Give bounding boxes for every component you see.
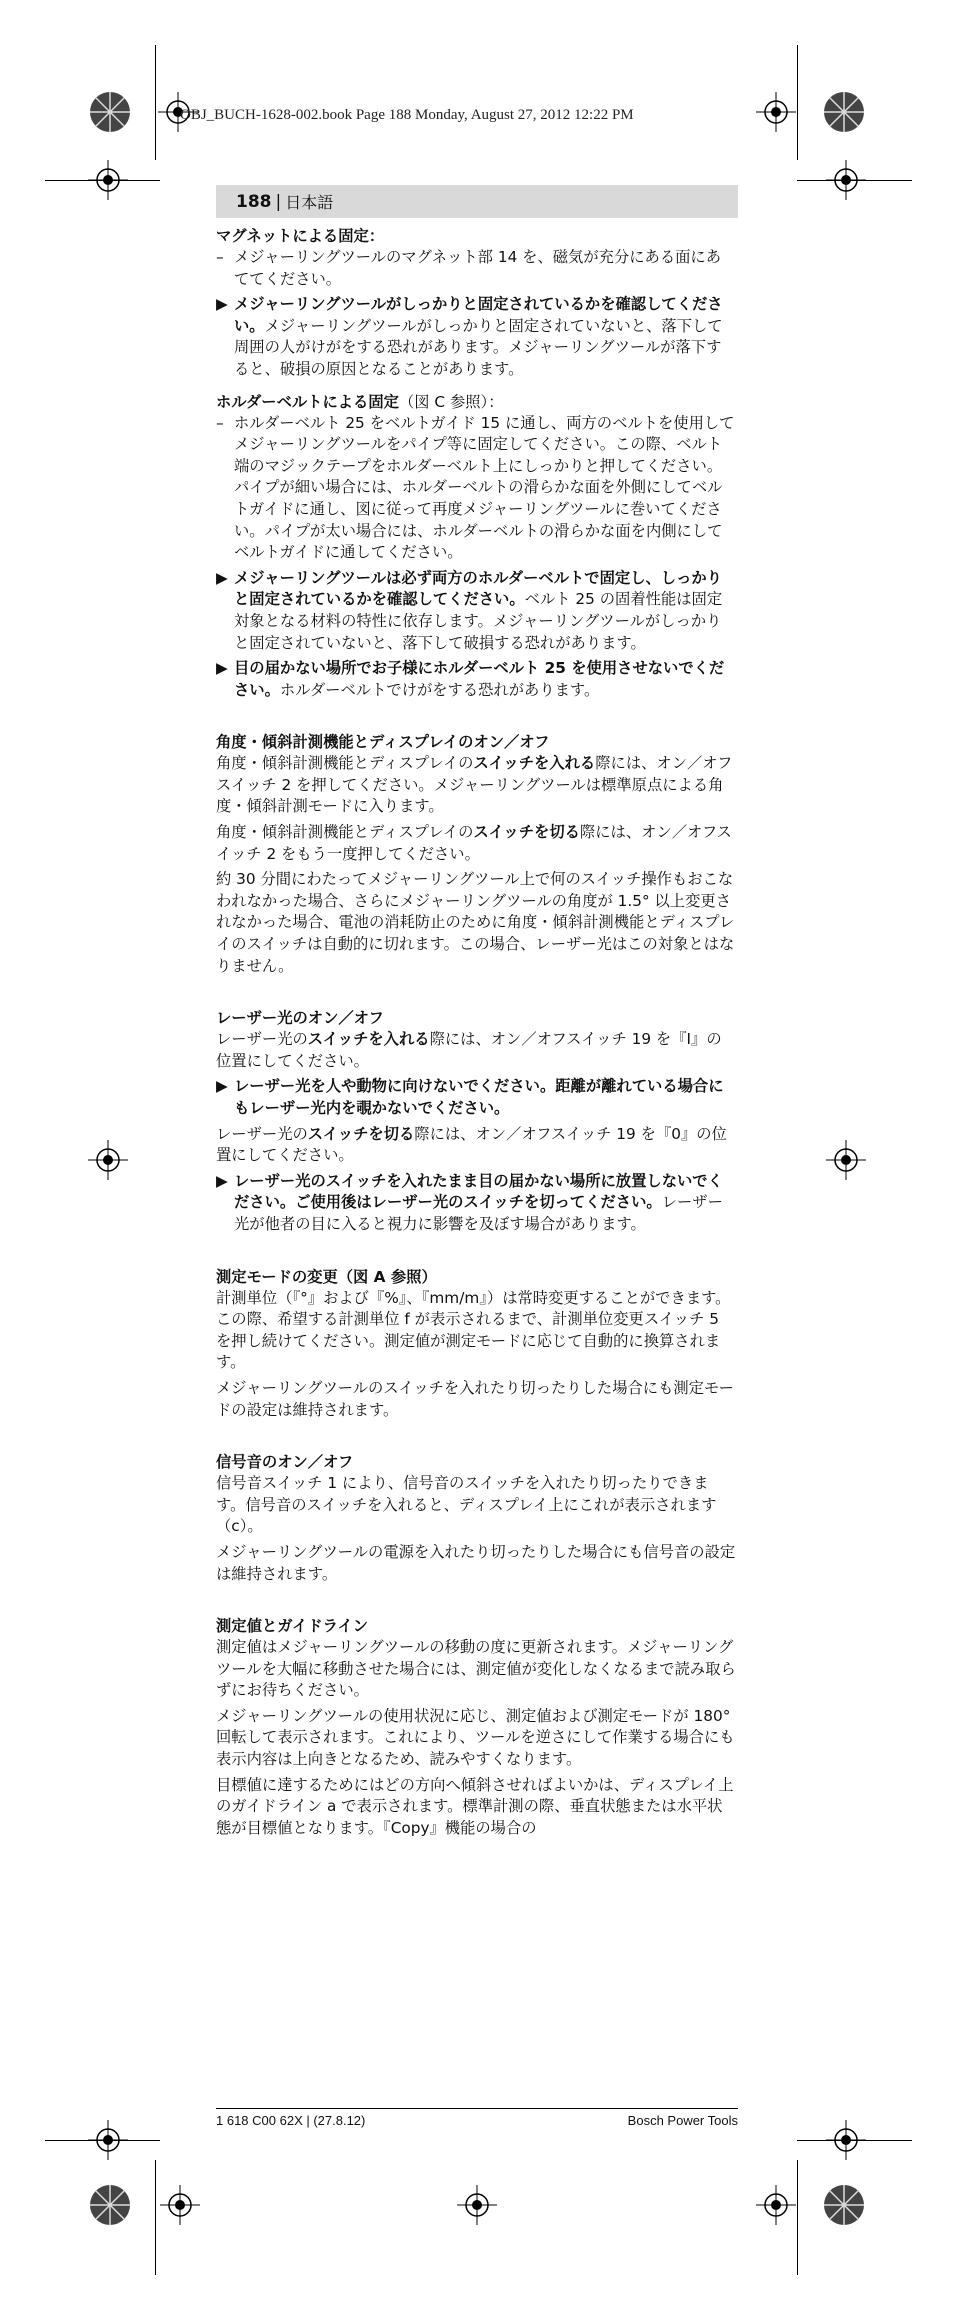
warning-triangle-icon: ▶ [216, 659, 228, 678]
section-title: ホルダーベルトによる固定（図 C 参照）： [216, 392, 504, 411]
paragraph: 角度・傾斜計測機能とディスプレイのスイッチを切る際には、オン／オフスイッチ 2 をもう一度押してください。 [216, 823, 732, 863]
warning-triangle-icon: ▶ [216, 1171, 228, 1190]
section-measuring-mode [216, 1266, 736, 1422]
paragraph: 信号音スイッチ 1 により、信号音のスイッチを入れたり切ったりできます。信号音のスイッチを入れると、ディスプレイ上にこれが表示されます（c）。 [216, 1474, 717, 1536]
section-title: マグネットによる固定： [216, 227, 385, 245]
section-laser-onoff [216, 1007, 736, 1235]
crop-line [155, 45, 156, 160]
warning-item: ▶ メジャーリングツールは必ず両方のホルダーベルトで固定し、しっかりと固定されているかを確認してください。ベルト 25 の固着性能は固定対象となる材料の特性に依存します。メジャーリングツールがしっかりと固定されていないと、落下して破損する恐れがあります。 [216, 568, 736, 654]
section-holder-belt [216, 391, 736, 702]
section-title: 測定モードの変更（図 A 参照） [216, 1267, 437, 1286]
registration-mark-icon [88, 90, 132, 134]
warning-triangle-icon: ▶ [216, 1077, 228, 1096]
paragraph: レーザー光のスイッチを切る際には、オン／オフスイッチ 19 を『0』の位置にしてください。 [216, 1124, 727, 1165]
paragraph: メジャーリングツールのスイッチを入れたり切ったりした場合にも測定モードの設定は維持されます。 [216, 1378, 734, 1419]
section-angle-display-onoff [216, 731, 736, 977]
crosshair-mark-icon [88, 160, 128, 200]
header-language: 日本語 [285, 193, 334, 212]
paragraph: 約 30 分間にわたってメジャーリングツール上で何のスイッチ操作もおこなわれなかった場合、さらにメジャーリングツールの角度が 1.5° 以上変更されなかった場合、電池の消耗防止のために角度・傾斜計測機能とディスプレイのスイッチは自動的に切れます。この場合、レーザー光はこの対象とはなりません。 [216, 870, 735, 975]
paragraph: 測定値はメジャーリングツールの移動の度に更新されます。メジャーリングツールを大幅に移動させた場合には、測定値が変化しなくなるまで読み取らずにお待ちください。 [216, 1638, 736, 1700]
crosshair-mark-icon [826, 1140, 866, 1180]
crosshair-mark-icon [756, 92, 796, 132]
paragraph: レーザー光のスイッチを入れる際には、オン／オフスイッチ 19 を『I』の位置にしてください。 [216, 1030, 722, 1070]
page-body [216, 225, 736, 1849]
crosshair-mark-icon [88, 2120, 128, 2160]
warning-item: ▶ レーザー光のスイッチを入れたまま目の届かない場所に放置しないでください。ご使用後はレーザー光のスイッチを切ってください。レーザー光が他者の目に入ると視力に影響を及ぼす場合があります。 [216, 1171, 736, 1236]
section-title: 角度・傾斜計測機能とディスプレイのオン／オフ [216, 733, 550, 752]
registration-mark-icon [822, 90, 866, 134]
paragraph: メジャーリングツールの使用状況に応じ、測定値および測定モードが 180° 回転して表示されます。これにより、ツールを逆さにして作業する場合にも表示内容は上向きとなるため、読みやすくなります。 [216, 1706, 735, 1769]
header-separator: | [275, 191, 282, 212]
paragraph: 角度・傾斜計測機能とディスプレイのスイッチを入れる際には、オン／オフスイッチ 2 を押してください。メジャーリングツールは標準原点による角度・傾斜計測モードに入ります。 [216, 754, 733, 816]
crosshair-mark-icon [826, 2120, 866, 2160]
footer-doc-number: 1 618 C00 62X | (27.8.12) [216, 2113, 366, 2128]
crosshair-mark-icon [826, 160, 866, 200]
warning-item: ▶ メジャーリングツールがしっかりと固定されているかを確認してください。メジャーリングツールがしっかりと固定されていないと、落下して周囲の人がけがをする恐れがあります。メジャーリングツールが落下すると、破損の原因となることがあります。 [216, 294, 736, 380]
page-number: 188 [236, 191, 272, 212]
print-slug: OBJ_BUCH-1628-002.book Page 188 Monday, August 27, 2012 12:22 PM [180, 107, 634, 123]
dash-marker: – [216, 413, 224, 432]
crosshair-mark-icon [88, 1140, 128, 1180]
crop-line [797, 45, 798, 160]
paragraph: 目標値に達するためにはどの方向へ傾斜させればよいかは、ディスプレイ上のガイドライン a で表示されます。標準計測の際、垂直状態または水平状態が目標値となります。『Copy』機能の場合の [216, 1775, 734, 1837]
footer-divider [216, 2108, 738, 2109]
warning-triangle-icon: ▶ [216, 568, 228, 587]
section-magnet [216, 225, 736, 381]
section-title: レーザー光のオン／オフ [216, 1009, 384, 1028]
page-header [216, 185, 738, 218]
crop-line [797, 2160, 798, 2275]
warning-item: ▶ レーザー光を人や動物に向けないでください。距離が離れている場合にもレーザー光内を覗かないでください。 [216, 1076, 736, 1119]
section-measured-values [216, 1615, 736, 1839]
paragraph: 計測単位（『°』および『%』、『mm/m』）は常時変更することができます。この際、希望する計測単位 f が表示されるまで、計測単位変更スイッチ 5 を押し続けてください。測定値が測定モードに応じて自動的に換算されます。 [216, 1288, 731, 1372]
crosshair-mark-icon [756, 2185, 796, 2225]
crop-line [155, 2160, 156, 2275]
dash-marker: – [216, 248, 224, 266]
section-title: 信号音のオン／オフ [216, 1453, 354, 1472]
warning-triangle-icon: ▶ [216, 295, 228, 314]
list-item: – メジャーリングツールのマグネット部 14 を、磁気が充分にある面にあててください。 [216, 247, 736, 290]
registration-mark-icon [88, 2183, 132, 2227]
registration-mark-icon [822, 2183, 866, 2227]
crosshair-mark-icon [160, 2185, 200, 2225]
section-title: 測定値とガイドライン [216, 1617, 369, 1636]
list-item: – ホルダーベルト 25 をベルトガイド 15 に通し、両方のベルトを使用してメジャーリングツールをパイプ等に固定してください。この際、ベルト端のマジックテープをホルダーベルト上にしっかりと押してください。パイプが細い場合には、ホルダーベルトの滑らかな面を外側にしてベルトガイドに通し、図に従って再度メジャーリングツールに巻いてください。パイプが太い場合には、ホルダーベルトの滑らかな面を内側にしてベルトガイドに通してください。 [216, 413, 736, 564]
warning-item: ▶ 目の届かない場所でお子様にホルダーベルト 25 を使用させないでください。ホルダーベルトでけがをする恐れがあります。 [216, 658, 736, 701]
crosshair-mark-icon [457, 2185, 497, 2225]
section-signal-tone [216, 1451, 736, 1585]
paragraph: メジャーリングツールの電源を入れたり切ったりした場合にも信号音の設定は維持されます。 [216, 1542, 736, 1583]
footer-brand: Bosch Power Tools [627, 2113, 738, 2128]
